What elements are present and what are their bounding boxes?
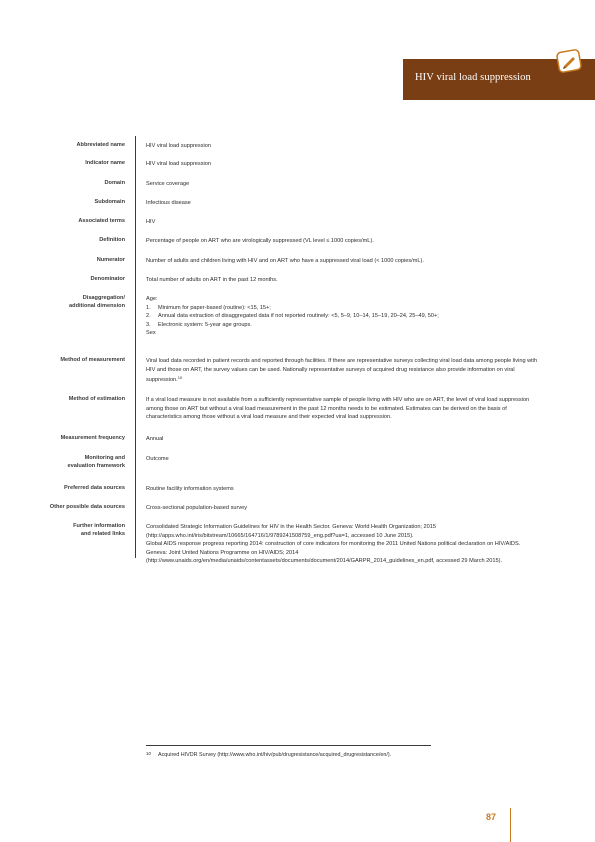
field-label: Preferred data sources <box>64 485 125 491</box>
field-label: Method of measurement <box>60 357 125 363</box>
field-value: Outcome <box>146 456 169 462</box>
field-value: Cross-sectional population-based survey <box>146 505 248 511</box>
field-value <box>146 357 540 385</box>
list-number: 1. <box>146 304 151 311</box>
footnote <box>146 751 506 758</box>
disaggregation-list <box>146 304 540 330</box>
field-label: Other possible data sources <box>49 504 125 510</box>
field-value: HIV viral load suppression <box>146 161 211 167</box>
field-label: Indicator name <box>85 160 125 166</box>
footnote-number: 10 <box>146 751 152 756</box>
field-label: Method of estimation <box>68 396 125 402</box>
field-value: Number of adults and children living with HIV and on ART who have a suppressed viral load (< 1000 copies/mL). <box>146 258 424 264</box>
field-label: Subdomain <box>94 199 125 205</box>
field-value: If a viral load measure is not available from a sufficiently representative sample of people living with HIV who are on ART, the level of viral load suppression among those on ART but without a viral load measurement in the past 12 months needs to be estimated. Estimates can be derived on the basis of characteristics among those without a viral load measure and their expected viral load suppression. <box>146 397 530 420</box>
disaggregation-heading: Age: <box>146 296 158 302</box>
page-title: HIV viral load suppression <box>415 72 531 83</box>
list-item <box>146 304 540 313</box>
field-value: Infectious disease <box>146 200 191 206</box>
label-line: additional dimension <box>69 302 125 309</box>
disaggregation-extra: Sex <box>146 330 156 336</box>
field-value <box>146 295 540 338</box>
label-line: Monitoring and <box>84 455 125 461</box>
field-value: Percentage of people on ART who are virologically suppressed (VL level ≤ 1000 copies/mL). <box>146 238 374 244</box>
field-value <box>146 523 540 566</box>
reference: Consolidated Strategic Information Guidelines for HIV in the Health Sector. Geneva: World Health Organization; 2015 (http://apps.who.int/iris/bitstream/10665/164716/1/9789241508759_eng.pdf?ua=1, accessed 10 June 2015). <box>146 524 436 539</box>
field-value: HIV <box>146 219 156 225</box>
list-text: Annual data extraction of disaggregated data if not reported routinely: <5, 5–9, 10–14, 15–19, 20–24, 25–49, 50+; <box>158 313 439 319</box>
label-line: evaluation framework <box>67 462 125 469</box>
field-label: Measurement frequency <box>60 435 125 441</box>
footnote-ref: 10 <box>177 375 183 380</box>
field-label: Definition <box>99 237 125 243</box>
page-number-bar <box>510 808 511 842</box>
field-label: Denominator <box>90 276 125 282</box>
label-line: Disaggregation/ <box>82 295 125 301</box>
field-value: HIV viral load suppression <box>146 143 211 149</box>
pen-icon <box>555 48 583 74</box>
footnote-rule <box>146 745 431 746</box>
field-label: Associated terms <box>78 218 125 224</box>
list-text: Minimum for paper-based (routine): <15, 15+; <box>158 304 271 311</box>
field-label <box>15 295 125 310</box>
list-number: 2. <box>146 313 151 319</box>
field-label <box>15 523 125 538</box>
field-value: Annual <box>146 436 164 442</box>
list-item <box>146 321 540 330</box>
field-value: Service coverage <box>146 181 190 187</box>
field-label: Abbreviated name <box>76 142 125 148</box>
footnote-text: Acquired HIVDR Survey (http://www.who.int/hiv/pub/drugresistance/acquired_drugresistance/en/). <box>158 752 392 758</box>
label-line: Further information <box>73 523 125 529</box>
field-label: Numerator <box>96 257 125 263</box>
column-divider <box>135 136 136 558</box>
measurement-text: Viral load data recorded in patient records and reported through facilities. If there are representative surveys collecting viral load data among people living with HIV and those on ART, the survey values can be used. Nationally representative surveys of acquired drug resistance also provide information on viral suppression. <box>146 358 538 383</box>
list-item <box>146 312 540 321</box>
field-label <box>15 455 125 470</box>
reference: Global AIDS response progress reporting 2014: construction of core indicators for monitoring the 2011 United Nations political declaration on HIV/AIDS. Geneva: Joint United Nations Programme on HIV/AIDS; 2014 (http://www.unaids.org/en/media/unaids/contentassets/documents/document/2014/GARPR_2014_guidelines_en.pdf, accessed 29 March 2015). <box>146 541 521 564</box>
label-line: and related links <box>80 530 125 537</box>
field-value: Total number of adults on ART in the past 12 months. <box>146 277 278 283</box>
field-label: Domain <box>104 180 125 186</box>
list-text: Electronic system: 5-year age groups. <box>158 321 252 328</box>
field-value: Routine facility information systems <box>146 486 234 492</box>
page-number: 87 <box>486 812 497 822</box>
list-number: 3. <box>146 321 151 328</box>
